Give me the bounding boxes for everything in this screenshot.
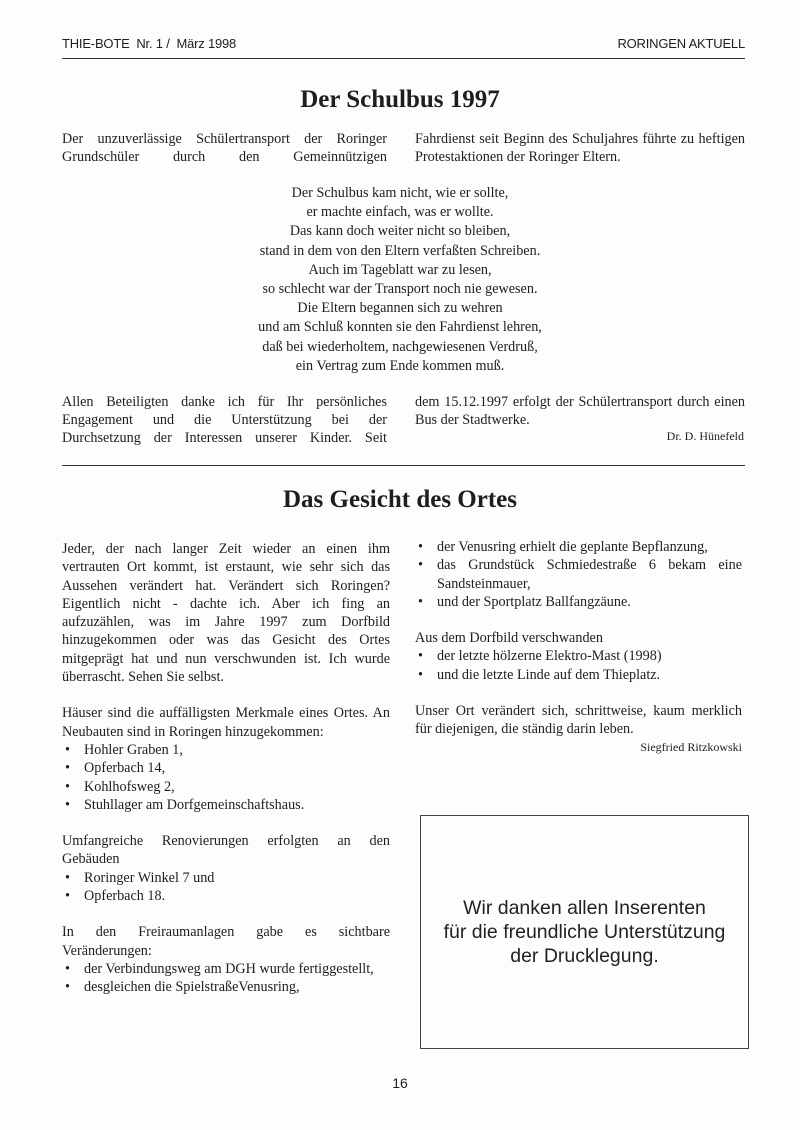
list-item: • Kohlhofsweg 2, — [65, 778, 175, 795]
article1-outro-left: Allen Beteiligten danke ich für Ihr persönliches Engagement und die Unterstützung bei der Durchsetzung der Interessen unserer Kinder. Seit — [62, 394, 387, 446]
sponsor-line: der Drucklegung. — [510, 945, 659, 967]
page-number: 16 — [392, 1075, 408, 1091]
poem-line: er machte einfach, was er wollte. — [306, 204, 494, 221]
article2-paragraph-verschwunden: Aus dem Dorfbild verschwanden — [415, 630, 603, 647]
article1-outro-right: dem 15.12.1997 erfolgt der Schülertransport durch einen Bus der Stadtwerke. — [415, 394, 745, 428]
poem-line: Die Eltern begannen sich zu wehren — [297, 300, 503, 317]
bullet-icon: • — [65, 741, 70, 758]
article2-author: Siegfried Ritzkowski — [640, 739, 742, 754]
freiraum-list-part2 — [415, 538, 742, 611]
poem-line: stand in dem von den Eltern verfaßten Schreiben. — [259, 242, 541, 259]
bullet-icon: • — [418, 557, 423, 574]
running-head-section: RORINGEN AKTUELL — [617, 36, 745, 51]
bullet-icon: • — [65, 760, 70, 777]
list-item: • der Venusring erhielt die geplante Bepflanzung, — [418, 539, 708, 555]
bullet-icon: • — [65, 778, 70, 795]
article2-paragraph-renovierungen: Umfangreiche Renovierungen erfolgten an den Gebäuden — [62, 833, 390, 868]
poem-line: Das kann doch weiter nicht so bleiben, — [289, 223, 511, 240]
sponsor-line: Wir danken allen Inserenten — [463, 897, 706, 919]
sponsor-thanks-box — [420, 815, 749, 1049]
bullet-icon: • — [65, 888, 70, 905]
poem-line: und am Schluß konnten sie den Fahrdienst lehren, — [258, 319, 542, 336]
poem-line: ein Vertrag zum Ende kommen muß. — [295, 357, 505, 374]
verschwunden-list — [415, 647, 742, 684]
article2-paragraph-closing: Unser Ort verändert sich, schrittweise, kaum merklich für diejenigen, die ständig darin leben. — [415, 703, 742, 738]
list-item: • und die letzte Linde auf dem Thieplatz. — [418, 666, 661, 683]
sponsor-thanks-text — [444, 896, 726, 968]
list-item: • der Verbindungsweg am DGH wurde fertiggestellt, — [65, 960, 374, 977]
article1-intro-right: Fahrdienst seit Beginn des Schuljahres führte zu heftigen Protestaktionen der Roringer Eltern. — [415, 131, 745, 165]
poem-line: Auch im Tageblatt war zu lesen, — [308, 261, 492, 278]
running-head-issue: THIE-BOTE Nr. 1 / März 1998 — [62, 36, 237, 51]
list-item: • Roringer Winkel 7 und — [65, 869, 215, 886]
list-item: • Hohler Graben 1, — [65, 741, 183, 758]
article1-intro-left: Der unzuverlässige Schülertransport der Roringer Grundschüler durch den Gemeinnützigen — [62, 131, 387, 165]
bullet-icon: • — [418, 593, 423, 610]
bullet-icon: • — [65, 960, 70, 977]
list-item: • Stuhllager am Dorfgemeinschaftshaus. — [65, 796, 305, 813]
list-item: • das Grundstück Schmiedestraße 6 bekam eine Sandsteinmauer, — [418, 557, 742, 592]
article-title-schulbus: Der Schulbus 1997 — [300, 86, 500, 113]
list-item: • Opferbach 14, — [65, 760, 166, 777]
list-item: • Opferbach 18. — [65, 888, 166, 905]
article2-paragraph-neubauten: Häuser sind die auffälligsten Merkmale eines Ortes. An Neubauten sind in Roringen hinzugekommen: — [62, 705, 390, 740]
list-item: • der letzte hölzerne Elektro-Mast (1998) — [418, 648, 662, 665]
article2-paragraph-intro: Jeder, der nach langer Zeit wieder an einen ihm vertrauten Ort kommt, ist erstaunt, wie sehr sich das Aussehen verändert hat. Verändert sich Roringen? Eigentlich nicht - dachte ich. Aber ich fing an aufzuzählen, was im Jahre 1997 zum Dorfbild hinzugekommen oder was das Gesicht des Ortes mitgeprägt hat und nun verschwunden ist. Ich wurde überrascht. Sehen Sie selbst. — [62, 541, 390, 686]
poem-line: so schlecht war der Transport noch nie gewesen. — [262, 281, 538, 298]
article1-poem — [150, 184, 650, 376]
bullet-icon: • — [65, 979, 70, 996]
poem-line: daß bei wiederholtem, nachgewiesenen Verdruß, — [262, 338, 538, 355]
bullet-icon: • — [418, 539, 423, 555]
bullet-icon: • — [65, 869, 70, 886]
poem-line: Der Schulbus kam nicht, wie er sollte, — [291, 185, 509, 201]
sponsor-line: für die freundliche Unterstützung — [443, 921, 726, 943]
freiraum-list-part1 — [62, 960, 390, 997]
bullet-icon: • — [418, 648, 423, 665]
renovierungen-list — [62, 869, 390, 906]
neubauten-list — [62, 741, 390, 814]
article2-right-column — [415, 538, 742, 755]
article2-left-column — [62, 540, 390, 997]
list-item: • und der Sportplatz Ballfangzäune. — [418, 593, 631, 610]
article-title-gesicht: Das Gesicht des Ortes — [283, 486, 517, 513]
article2-paragraph-freiraum: In den Freiraumanlagen gabe es sichtbare Veränderungen: — [62, 924, 390, 959]
article1-author: Dr. D. Hünefeld — [666, 429, 744, 443]
list-item: • desgleichen die SpielstraßeVenusring, — [65, 979, 300, 996]
header-rule — [62, 58, 745, 59]
section-divider — [62, 465, 745, 466]
bullet-icon: • — [65, 796, 70, 813]
bullet-icon: • — [418, 666, 423, 683]
